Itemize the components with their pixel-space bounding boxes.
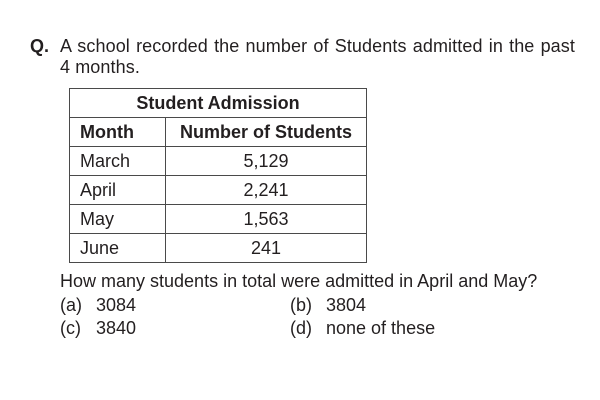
- students-cell: 5,129: [166, 147, 367, 176]
- option-a[interactable]: [60, 295, 136, 316]
- student-admission-table: [69, 88, 367, 263]
- table-row: [70, 147, 367, 176]
- question-text: A school recorded the number of Students admitted in the past 4 months.: [60, 36, 575, 77]
- month-cell: June: [70, 234, 166, 263]
- question-number: Q.: [30, 36, 50, 56]
- table-title: Student Admission: [70, 89, 367, 118]
- question-prompt: How many students in total were admitted in April and May?: [60, 271, 538, 291]
- students-cell: 1,563: [166, 205, 367, 234]
- option-d-letter: (d): [290, 318, 312, 338]
- option-c-letter: (c): [60, 318, 81, 338]
- option-b[interactable]: [290, 295, 366, 316]
- month-cell: April: [70, 176, 166, 205]
- students-cell: 2,241: [166, 176, 367, 205]
- column-header-students: Number of Students: [166, 118, 367, 147]
- option-a-letter: (a): [60, 295, 82, 315]
- option-b-letter: (b): [290, 295, 312, 315]
- table-row: [70, 234, 367, 263]
- option-c-text: 3840: [96, 318, 137, 338]
- table-title-row: [70, 89, 367, 118]
- column-header-month: Month: [70, 118, 166, 147]
- table-header-row: [70, 118, 367, 147]
- month-cell: May: [70, 205, 166, 234]
- table-row: [70, 205, 367, 234]
- option-d[interactable]: [290, 318, 435, 339]
- option-a-text: 3084: [96, 295, 137, 315]
- option-d-text: none of these: [326, 318, 436, 338]
- table-row: [70, 176, 367, 205]
- month-cell: March: [70, 147, 166, 176]
- option-c[interactable]: [60, 318, 136, 339]
- option-b-text: 3804: [326, 295, 367, 315]
- students-cell: 241: [166, 234, 367, 263]
